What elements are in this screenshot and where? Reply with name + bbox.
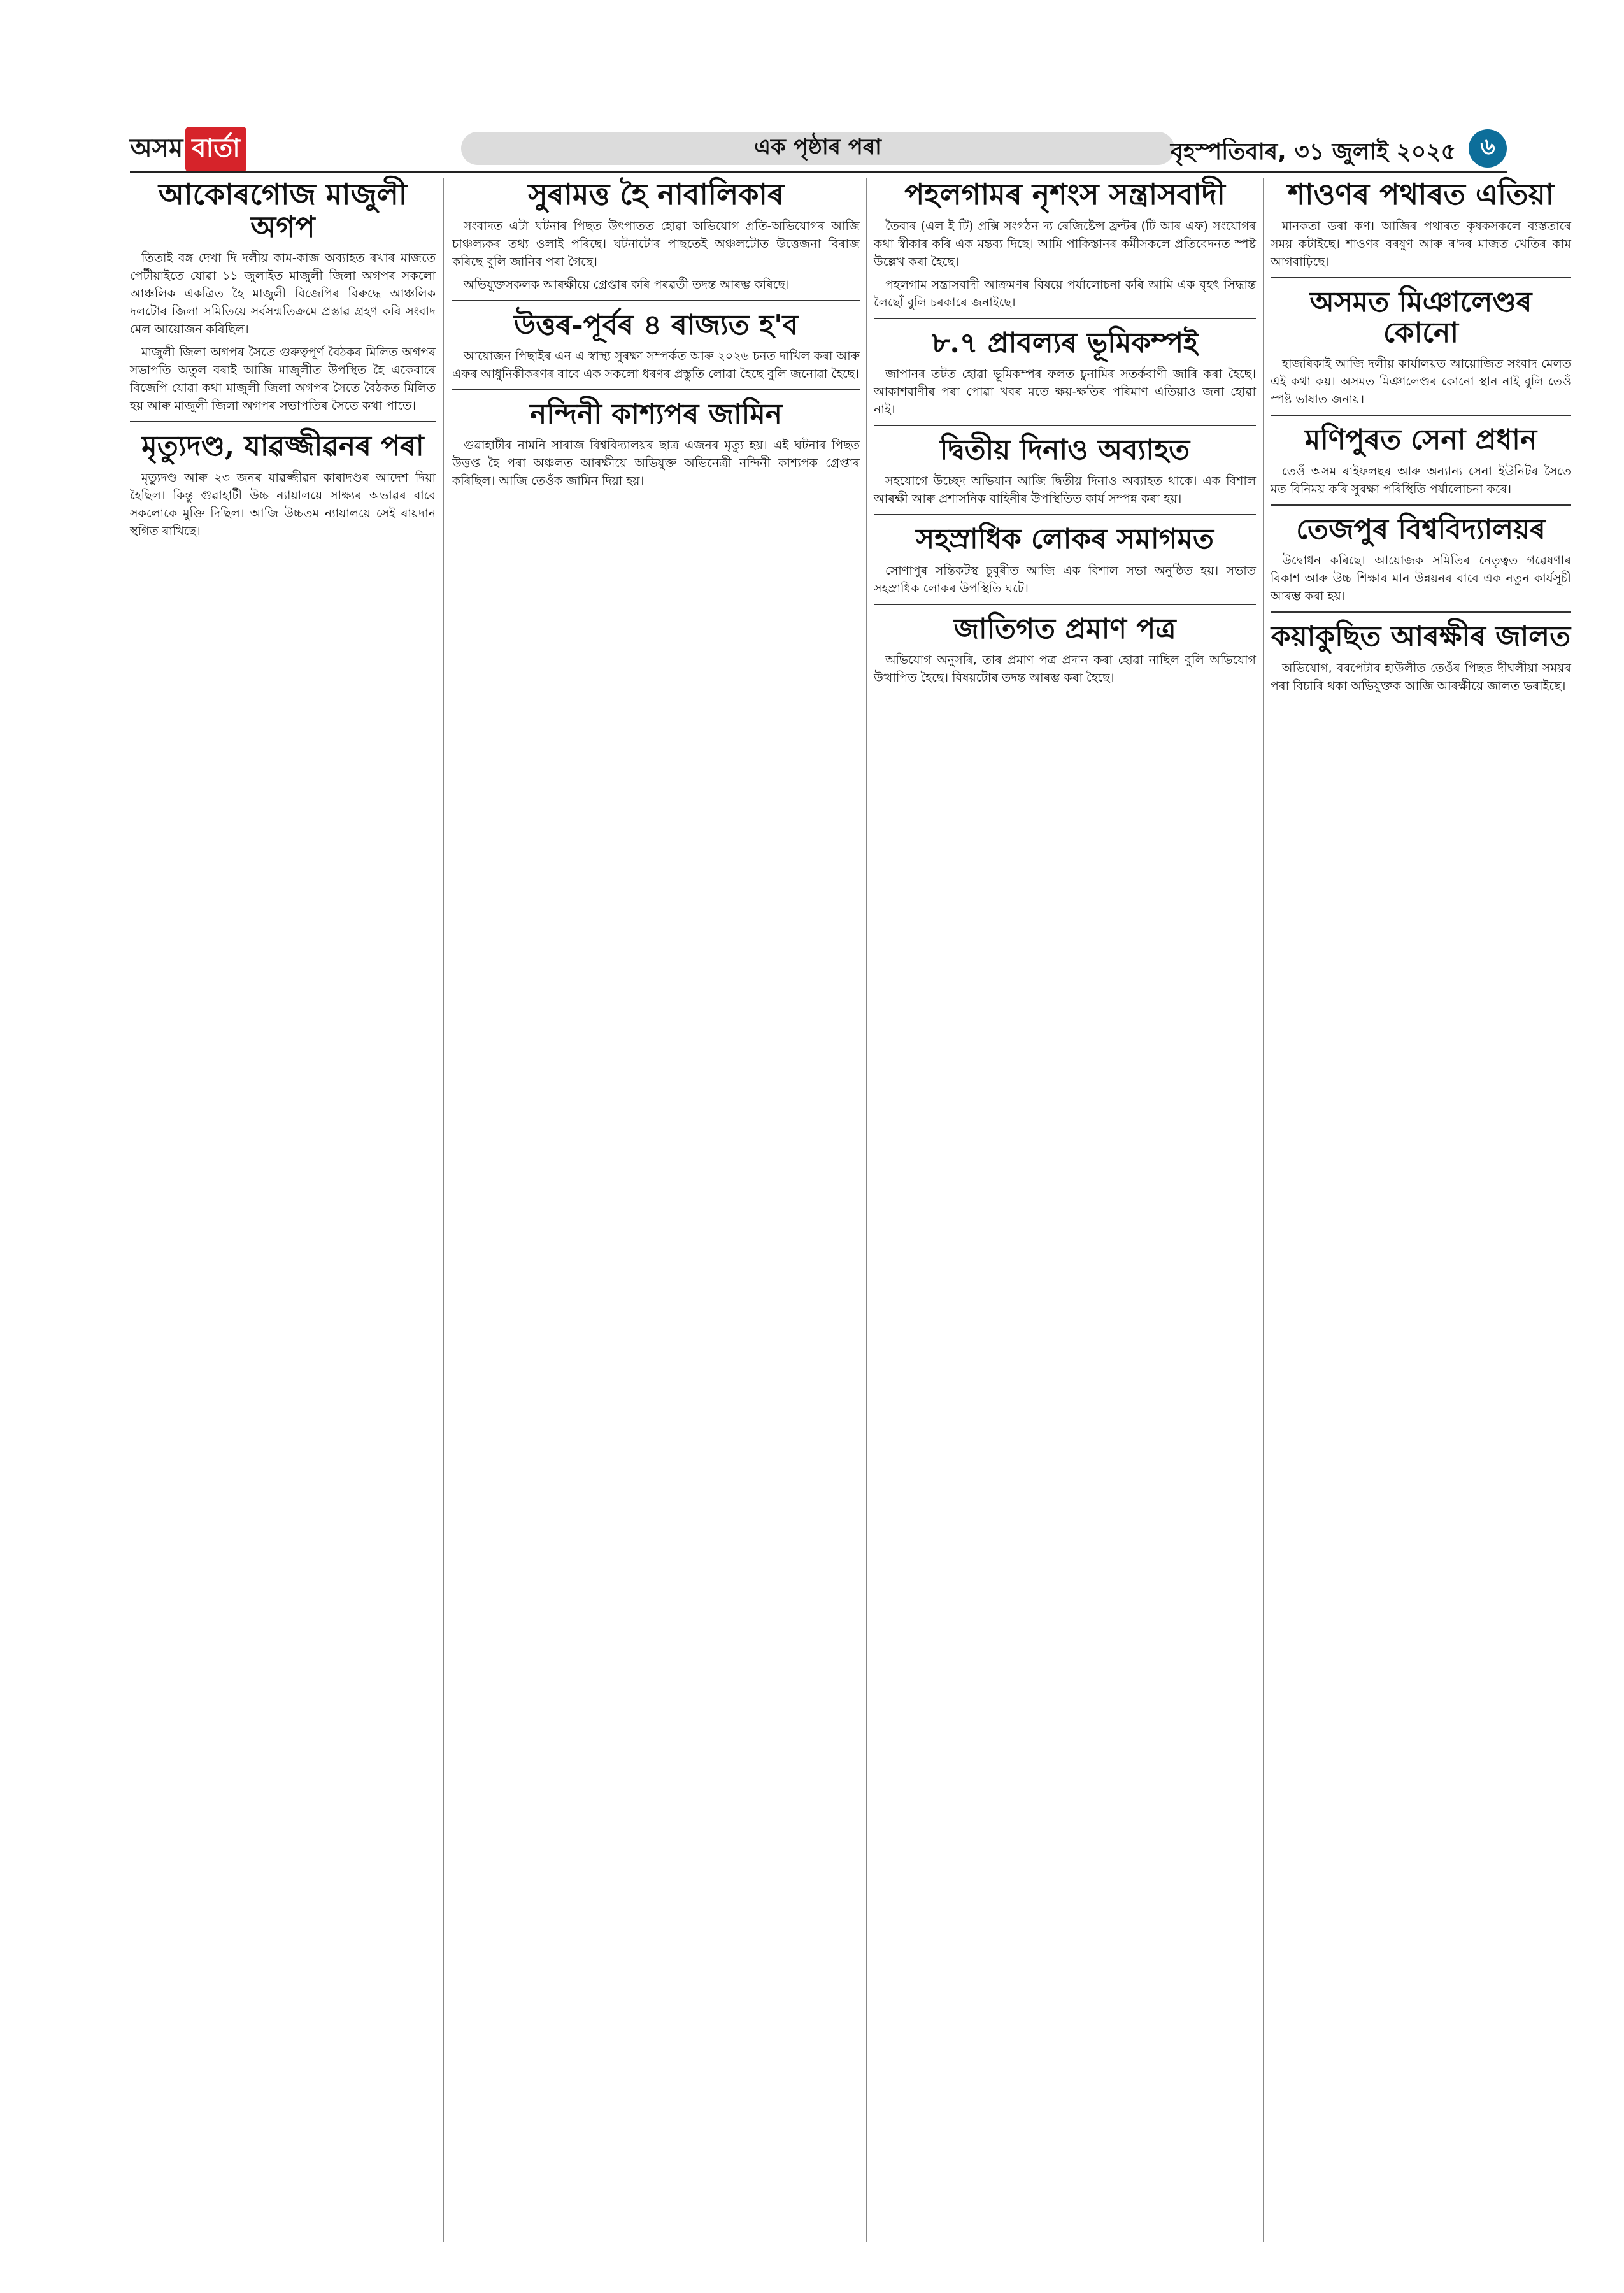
dateline: বৃহস্পতিবাৰ, ৩১ জুলাই ২০২৫ xyxy=(1170,139,1456,165)
article xyxy=(874,178,1256,311)
article-headline: মৃত্যুদণ্ড, যাৱজ্জীৱনৰ পৰা xyxy=(141,430,424,463)
article-paragraph: সোণাপুৰ সন্তিকটস্থ চুবুৰীত আজি এক বিশাল সভা অনুষ্ঠিত হয়। সভাত সহস্ৰাধিক লোকৰ উপস্থিতি ঘটে। xyxy=(874,563,1256,596)
article-separator xyxy=(874,604,1256,605)
article-body xyxy=(130,469,436,540)
article-headline: পহলগামৰ নৃশংস সন্ত্ৰাসবাদী xyxy=(904,177,1225,211)
article-paragraph: অভিযোগ অনুসৰি, তাৰ প্ৰমাণ পত্ৰ প্ৰদান কৰা হোৱা নাছিল বুলি অভিযোগ উত্থাপিত হৈছে। বিষয়টোৰ তদন্ত আৰম্ভ কৰা হৈছে। xyxy=(874,653,1256,685)
article xyxy=(1271,178,1571,271)
article-body xyxy=(874,217,1256,311)
article xyxy=(1271,425,1571,497)
article xyxy=(452,399,860,490)
masthead xyxy=(130,129,1507,170)
article-paragraph: হাজৰিকাই আজি দলীয় কাৰ্যালয়ত আয়োজিত সংবাদ মেলত এই কথা কয়। অসমত মিঞালেণ্ডৰ কোনো স্থান নাই বুলি তেওঁ স্পষ্ট ভাষাত জনায়। xyxy=(1271,357,1571,407)
article xyxy=(130,431,436,539)
logo-part-2: বার্তা xyxy=(185,127,246,172)
article-separator xyxy=(874,514,1256,515)
article-paragraph: জাপানৰ তটত হোৱা ভূমিকম্পৰ ফলত চুনামিৰ সতৰ্কবাণী জাৰি কৰা হৈছে। আকাশবাণীৰ পৰা পোৱা খবৰ মতে ক্ষয়-ক্ষতিৰ পৰিমাণ এতিয়াও জনা হোৱা নাই। xyxy=(874,366,1256,417)
column-2 xyxy=(452,178,860,495)
article-paragraph: আয়োজন পিছাইৰ এন এ স্বাস্থ্য সুৰক্ষা সম্পৰ্কত আৰু ২০২৬ চনত দাখিল কৰা আৰু এফৰ আধুনিকীকৰণৰ বাবে এক সকলো ধৰণৰ প্ৰস্তুতি লোৱা হৈছে বুলি জনোৱা হৈছে। xyxy=(452,348,860,381)
article-body xyxy=(874,651,1256,687)
article-body xyxy=(130,249,436,415)
article xyxy=(1271,515,1571,605)
article-body xyxy=(1271,462,1571,498)
article xyxy=(130,178,436,415)
article xyxy=(1271,622,1571,694)
article-separator xyxy=(452,300,860,301)
article-paragraph: অভিযুক্তসকলক আৰক্ষীয়ে গ্ৰেপ্তাৰ কৰি পৰৱৰ্তী তদন্ত আৰম্ভ কৰিছে। xyxy=(464,277,790,292)
article-body xyxy=(874,365,1256,418)
article-headline: শাওণৰ পথাৰত এতিয়া xyxy=(1287,177,1555,211)
article-paragraph: তৈবাৰ (এল ই টি) প্ৰক্সি সংগঠন দ্য ৰেজিষ্টেন্স ফ্ৰন্টৰ (টি আৰ এফ) সংযোগৰ কথা স্বীকাৰ কৰি এক মন্তব্য দিছে। আমি পাকিস্তানৰ কৰ্মীসকলে প্ৰতিবেদনত স্পষ্ট উল্লেখ কৰা হৈছে। xyxy=(874,218,1256,269)
article-body xyxy=(874,472,1256,508)
article-separator xyxy=(452,389,860,390)
article-paragraph: গুৱাহাটীৰ নামনি সাৰাজ বিশ্ববিদ্যালয়ৰ ছাত্ৰ এজনৰ মৃত্যু হয়। এই ঘটনাৰ পিছত উত্তপ্ত হৈ পৰা অঞ্চলত আৰক্ষীয়ে অভিযুক্ত অভিনেত্ৰী নন্দিনী কাশ্যপক গ্ৰেপ্তাৰ কৰিছিল। আজি তেওঁক জামিন দিয়া হয়। xyxy=(452,438,860,489)
article-body xyxy=(452,436,860,490)
article xyxy=(874,435,1256,508)
article-separator xyxy=(874,425,1256,426)
article-separator xyxy=(1271,277,1571,278)
column-divider xyxy=(866,178,867,2242)
article xyxy=(874,328,1256,418)
article-headline: উত্তৰ-পূৰ্বৰ ৪ ৰাজ্যত হ'ব xyxy=(513,308,799,341)
article-headline: সুৰামত্ত হৈ নাবালিকাৰ xyxy=(528,177,784,211)
column-1 xyxy=(130,178,436,545)
article-body xyxy=(1271,217,1571,271)
article-body xyxy=(1271,355,1571,408)
article-paragraph: মানকতা ডৰা কণ। আজিৰ পথাৰত কৃষকসকলে ব্যস্ততাৰে সময় কটাইছে। শাওণৰ বৰষুণ আৰু ৰ'দৰ মাজত খেতিৰ কাম আগবাঢ়িছে। xyxy=(1271,218,1571,269)
article-headline: জাতিগত প্ৰমাণ পত্ৰ xyxy=(953,612,1176,645)
article-paragraph: উদ্বোধন কৰিছে। আয়োজক সমিতিৰ নেতৃত্বত গৱেষণাৰ বিকাশ আৰু উচ্চ শিক্ষাৰ মান উন্নয়নৰ বাবে এক নতুন কাৰ্যসূচী আৰম্ভ কৰা হয়। xyxy=(1271,554,1571,604)
article-body xyxy=(874,562,1256,597)
article-paragraph: সংবাদত এটা ঘটনাৰ পিছত উৎপাতত হোৱা অভিযোগ প্ৰতি-অভিযোগৰ আজি চাঞ্চল্যকৰ তথ্য ওলাই পৰিছে। ঘটনাটোৰ পাছতেই অঞ্চলটোত উত্তেজনা বিৰাজ কৰিছে বুলি জানিব পৰা গৈছে। xyxy=(452,218,860,269)
article-headline: দ্বিতীয় দিনাও অব্যাহত xyxy=(939,433,1190,466)
article-body xyxy=(452,217,860,294)
newspaper-logo xyxy=(130,131,246,168)
article-headline: মণিপুৰত সেনা প্ৰধান xyxy=(1304,424,1537,457)
article-paragraph: তেওঁ অসম ৰাইফলছৰ আৰু অন্যান্য সেনা ইউনিটৰ সৈতে মত বিনিময় কৰি সুৰক্ষা পৰিস্থিতি পৰ্যালোচনা কৰে। xyxy=(1271,464,1571,496)
article-headline: আকোৰগোজ মাজুলী অগপ xyxy=(158,177,408,244)
article-paragraph: সহযোগে উচ্ছেদ অভিযান আজি দ্বিতীয় দিনাও অব্যাহত থাকে। এক বিশাল আৰক্ষী আৰু প্ৰশাসনিক বাহিনীৰ উপস্থিতিত কাৰ্য সম্পন্ন কৰা হয়। xyxy=(874,474,1256,506)
column-divider xyxy=(1263,178,1264,2242)
article-body xyxy=(452,347,860,383)
article-headline: ৮.৭ প্ৰাবল্যৰ ভূমিকম্পই xyxy=(932,326,1198,359)
article-paragraph: মৃত্যুদণ্ড আৰু ২৩ জনৰ যাৱজ্জীৱন কাৰাদণ্ডৰ আদেশ দিয়া হৈছিল। কিন্তু গুৱাহাটী উচ্চ ন্যায়ালয়ে সাক্ষ্যৰ অভাৱৰ বাবে সকলোকে মুক্তি দিছিল। আজি উচ্চতম ন্যায়ালয়ে সেই ৰায়দান স্থগিত ৰাখিছে। xyxy=(130,470,436,538)
article-headline: তেজপুৰ বিশ্ববিদ্যালয়ৰ xyxy=(1296,513,1546,546)
article-separator xyxy=(1271,504,1571,506)
article xyxy=(452,310,860,383)
page-number-badge: ৬ xyxy=(1469,129,1507,168)
article-body xyxy=(1271,552,1571,605)
article-separator xyxy=(130,421,436,422)
article xyxy=(452,178,860,294)
article-headline: সহস্ৰাধিক লোকৰ সমাগমত xyxy=(916,523,1214,556)
top-rule xyxy=(130,171,1507,173)
article xyxy=(874,524,1256,597)
article xyxy=(874,614,1256,687)
column-4 xyxy=(1271,178,1571,700)
column-divider xyxy=(443,178,444,2242)
logo-part-1: অসম xyxy=(130,132,183,163)
article-paragraph: পহলগাম সন্ত্ৰাসবাদী আক্ৰমণৰ বিষয়ে পৰ্যালোচনা কৰি আমি এক বৃহৎ সিদ্ধান্ত লৈছোঁ বুলি চৰকাৰে জনাইছে। xyxy=(874,277,1256,310)
article-body xyxy=(1271,659,1571,695)
article-headline: অসমত মিঞালেণ্ডৰ কোনো xyxy=(1309,285,1532,349)
article-headline: কয়াকুছিত আৰক্ষীৰ জালত xyxy=(1271,620,1571,654)
article-paragraph: অভিযোগ, বৰপেটাৰ হাউলীত তেওঁৰ পিছত দীঘলীয়া সময়ৰ পৰা বিচাৰি থকা অভিযুক্তক আজি আৰক্ষীয়ে জালত ভৰাইছে। xyxy=(1271,661,1571,693)
article-separator xyxy=(1271,611,1571,613)
column-3 xyxy=(874,178,1256,692)
article-separator xyxy=(874,318,1256,319)
article xyxy=(1271,287,1571,409)
article-headline: নন্দিনী কাশ্যপৰ জামিন xyxy=(529,397,783,431)
article-paragraph: তিতাই বঙ্গ দেখা দি দলীয় কাম-কাজ অব্যাহত ৰখাৰ মাজতে পেৰ্টীয়াইতে যোৱা ১১ জুলাইত মাজুলী জিলা অগপৰ সকলো আঞ্চলিক একত্ৰিত হৈ মাজুলী বিজেপিৰ বিৰুদ্ধে আঞ্চলিক দলটোৰ জিলা সমিতিয়ে সৰ্বসন্মতিক্ৰমে প্ৰস্তাৱ গ্ৰহণ কৰি সংবাদ মেল আয়োজন কৰিছিল। xyxy=(130,251,436,337)
section-label: এক পৃষ্ঠাৰ পৰা xyxy=(461,132,1174,165)
article-paragraph: মাজুলী জিলা অগপৰ সৈতে গুৰুত্বপূৰ্ণ বৈঠকৰ মিলিত অগপৰ সভাপতি অতুল বৰাই আজি মাজুলীত উপস্থিত হৈ একেবাৰে বিজেপি যোৱা কথা মাজুলী জিলা অগপৰ সৈতে বৈঠকত মিলিত হয় আৰু মাজুলী জিলা অগপৰ সভাপতিৰ সৈতে কথা পাতে। xyxy=(130,345,436,413)
article-separator xyxy=(1271,415,1571,416)
